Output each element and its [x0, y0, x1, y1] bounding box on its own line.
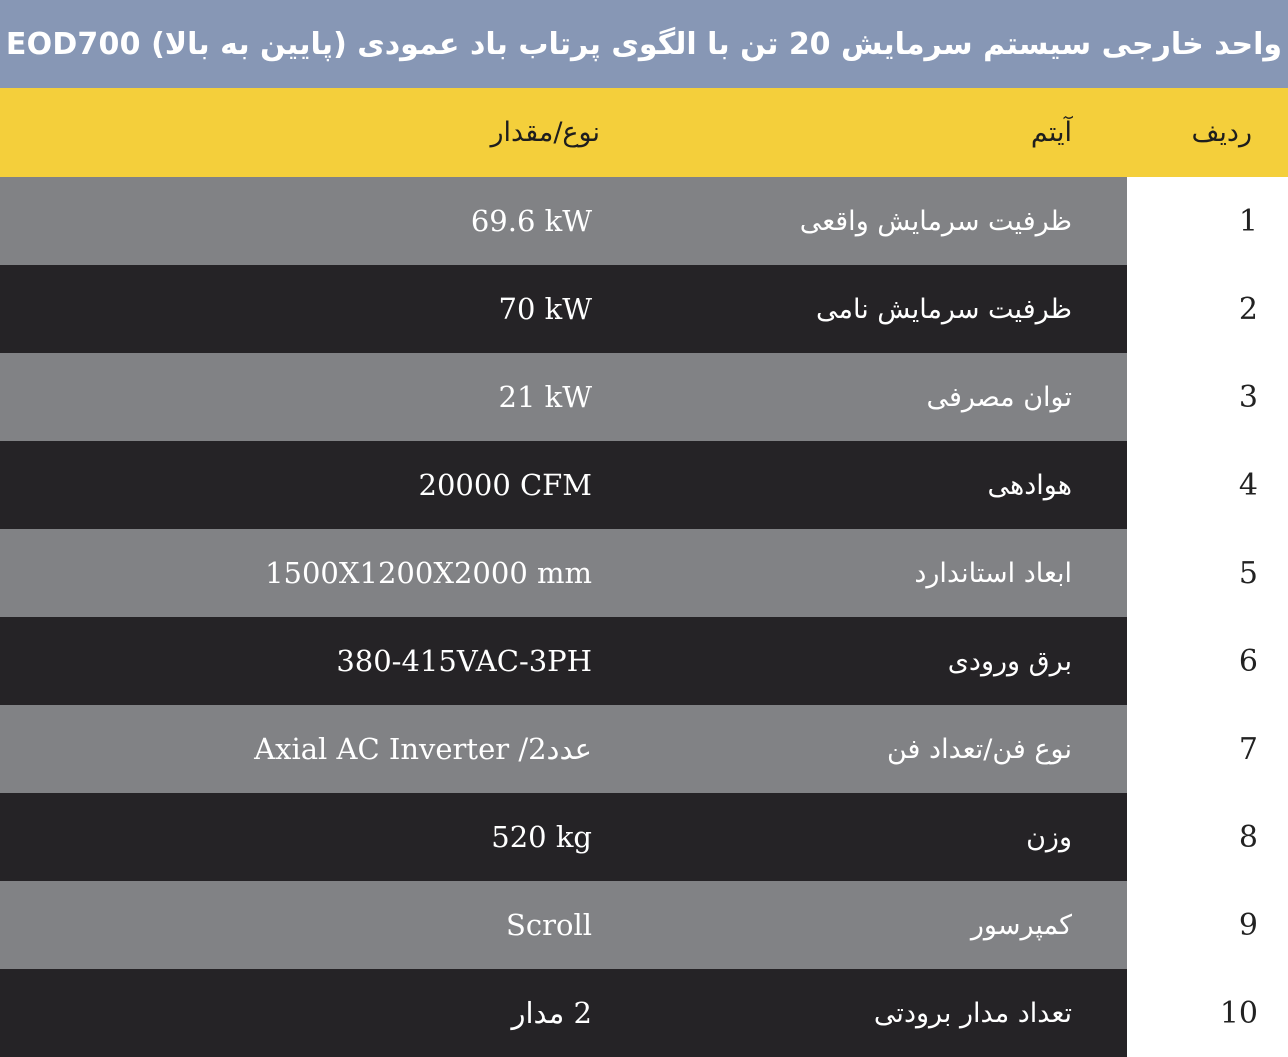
row-value: Scroll [506, 908, 592, 942]
table-row [0, 705, 1288, 793]
row-item: تعداد مدار برودتی [873, 997, 1072, 1029]
row-value: 380-415VAC-3PH [336, 644, 592, 678]
table-row [0, 265, 1288, 353]
table-row [0, 529, 1288, 617]
row-item: ظرفیت سرمایش واقعی [799, 205, 1072, 237]
table-title: واحد خارجی سیستم سرمایش 20 تن با الگوی پرتاب باد عمودی (پایین به بالا) EOD700 [5, 26, 1283, 62]
row-value: 69.6 kW [470, 204, 592, 238]
row-number: 3 [1238, 379, 1258, 415]
row-item: وزن [1026, 821, 1072, 853]
row-value: 1500X1200X2000 mm [265, 556, 592, 590]
row-number: 4 [1238, 467, 1258, 503]
row-item: برق ورودی [947, 645, 1072, 677]
row-number: 9 [1238, 907, 1258, 943]
row-number: 10 [1219, 995, 1258, 1031]
spec-table-body [0, 177, 1288, 1057]
row-value: 21 kW [498, 380, 592, 414]
row-number: 2 [1238, 291, 1258, 327]
row-item: کمپرسور [970, 909, 1072, 941]
row-number: 1 [1238, 203, 1258, 239]
table-row [0, 881, 1288, 969]
header-row-number: ردیف [1191, 117, 1252, 148]
row-item: هوادهی [987, 469, 1072, 501]
row-value: 2 مدار [511, 996, 592, 1030]
table-row [0, 793, 1288, 881]
row-value: 70 kW [498, 292, 592, 326]
table-row [0, 177, 1288, 265]
row-item: ابعاد استاندارد [914, 557, 1072, 589]
row-number: 7 [1238, 731, 1258, 767]
row-item: ظرفیت سرمایش نامی [816, 293, 1072, 325]
row-item: نوع فن/تعداد فن [887, 733, 1072, 765]
row-item: توان مصرفی [926, 381, 1072, 413]
table-row [0, 441, 1288, 529]
row-value: 520 kg [491, 820, 592, 854]
header-value: نوع/مقدار [490, 117, 600, 148]
row-number: 5 [1238, 555, 1258, 591]
row-value: 20000 CFM [418, 468, 592, 502]
row-number: 8 [1238, 819, 1258, 855]
table-row [0, 353, 1288, 441]
table-row [0, 617, 1288, 705]
table-header [0, 88, 1288, 177]
table-title-bar [0, 0, 1288, 88]
row-number: 6 [1238, 643, 1258, 679]
row-value: Axial AC Inverter /2عدد [254, 732, 592, 766]
table-row [0, 969, 1288, 1057]
header-item: آیتم [1030, 117, 1072, 148]
